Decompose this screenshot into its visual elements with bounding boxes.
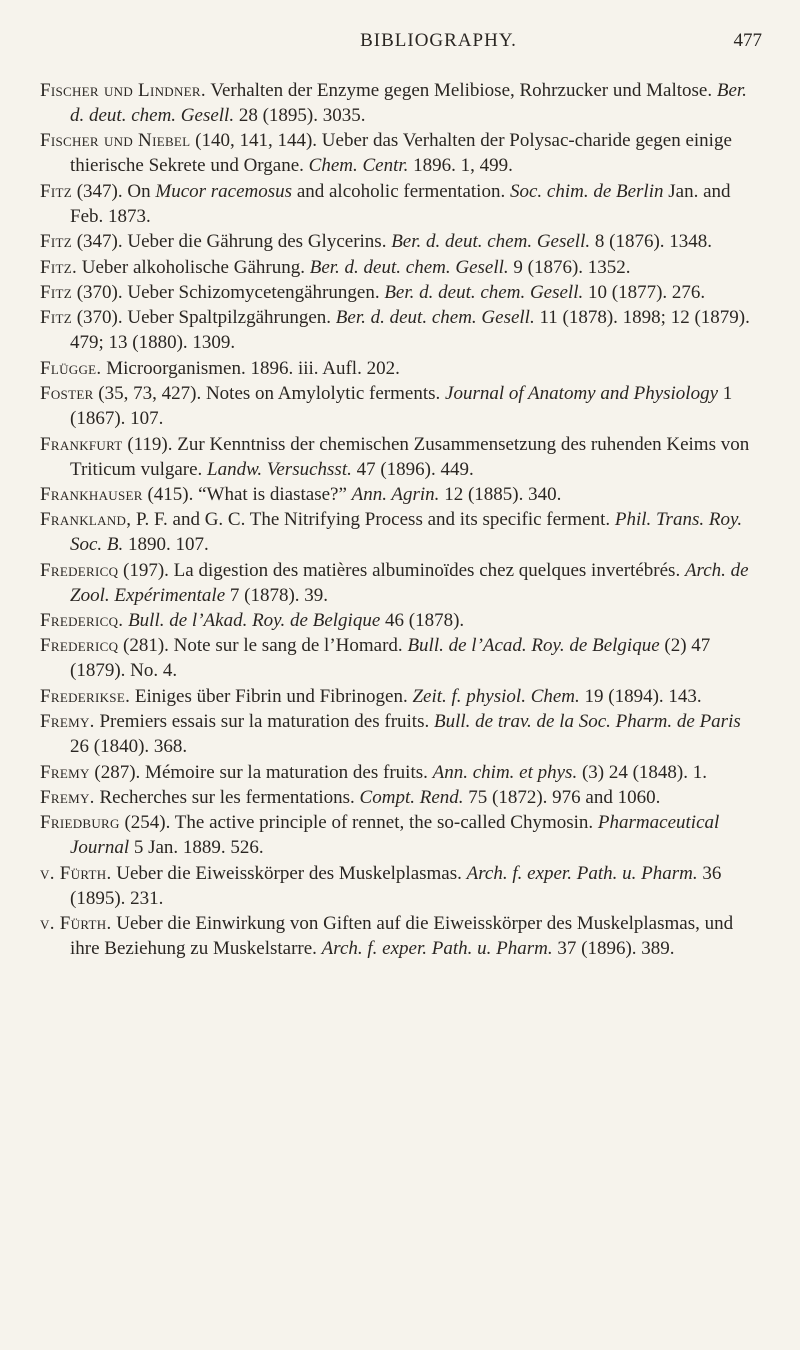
entry-author: Fremy.: [40, 787, 95, 809]
entry-journal: Ann. chim. et phys.: [432, 761, 578, 783]
entry-text: 26 (1840). 368.: [70, 736, 188, 758]
bibliography-entry: [40, 608, 760, 633]
entry-text: 8 (1876). 1348.: [590, 231, 713, 253]
entry-journal: Phil. Trans. Roy. Soc. B.: [70, 509, 743, 556]
entry-author: v. Fürth.: [40, 913, 112, 935]
entry-journal: Journal of Anatomy and Physiology: [445, 383, 719, 405]
bibliography-entry: [40, 558, 760, 608]
entry-text: 28 (1895). 3035.: [234, 105, 366, 126]
bibliography-entry: [40, 78, 760, 128]
entry-journal: Ber. d. deut. chem. Gesell.: [70, 80, 747, 126]
entry-author: Fredericq: [40, 559, 119, 581]
entry-journal: Zeit. f. physiol. Chem.: [412, 685, 580, 707]
entry-author: Fischer und Lindner.: [40, 80, 206, 101]
bibliography-entry: [40, 432, 760, 482]
bibliography-entry: [40, 305, 760, 355]
entry-text: (347). On: [71, 180, 156, 202]
bibliography-entry: [40, 356, 760, 381]
entry-journal: Ber. d. deut. chem. Gesell.: [335, 307, 535, 329]
entry-text: (287). Mémoire sur la maturation des fruits.: [89, 761, 433, 783]
entry-text: 36 (1895). 231.: [70, 862, 722, 909]
entry-text: (119). Zur Kenntniss der chemischen Zusammensetzung des ruhenden Keims von Triticum vulgare.: [70, 433, 750, 480]
entry-text: (2) 47 (1879). No. 4.: [70, 635, 711, 682]
entry-author: Fredericq.: [40, 610, 124, 632]
entry-text: Ueber alkoholische Gährung.: [77, 256, 310, 278]
entry-text: 10 (1877). 276.: [583, 281, 706, 303]
entry-text: 47 (1896). 449.: [351, 458, 474, 480]
bibliography-entry: [40, 229, 760, 254]
entry-text: 7 (1878). 39.: [225, 584, 329, 606]
entry-journal: Bull. de l’Acad. Roy. de Belgique: [407, 635, 660, 657]
entry-author: Fremy: [40, 761, 90, 783]
entry-journal: Bull. de trav. de la Soc. Pharm. de Paris: [433, 711, 741, 733]
entry-text: (197). La digestion des matières albuminoïdes chez quelques invertébrés.: [118, 559, 685, 581]
bibliography-entry: [40, 381, 760, 431]
entry-author: Fitz: [40, 307, 72, 329]
entry-text: 19 (1894). 143.: [579, 685, 702, 707]
entry-text: Jan. and Feb. 1873.: [70, 180, 731, 227]
bibliography-entry: [40, 280, 760, 305]
entry-author: Frankhauser: [40, 483, 143, 505]
entry-text: 9 (1876). 1352.: [508, 256, 631, 278]
entry-text: 75 (1872). 976 and 1060.: [463, 787, 661, 809]
bibliography-entry: [40, 633, 760, 683]
entry-text: 5 Jan. 1889. 526.: [129, 837, 264, 859]
bibliography-entry: [40, 482, 760, 507]
bibliography-entry: [40, 760, 760, 785]
entry-text: 1896. 1, 499.: [408, 155, 513, 177]
entry-author: Friedburg: [40, 812, 120, 834]
entry-author: Frankfurt: [40, 433, 123, 455]
entry-text: and alcoholic fermentation.: [292, 180, 510, 202]
entry-journal: Pharmaceutical Journal: [70, 812, 720, 859]
entry-journal: Ber. d. deut. chem. Gesell.: [391, 231, 591, 253]
bibliography-entry: [40, 179, 760, 229]
entry-text: 1890. 107.: [123, 534, 209, 556]
entry-text: Premiers essais sur la maturation des fruits.: [94, 711, 434, 733]
page-title: BIBLIOGRAPHY.: [360, 30, 517, 51]
entry-text: 11 (1878). 1898; 12 (1879). 479; 13 (1880). 1309.: [70, 307, 750, 354]
entry-text: (415). “What is diastase?”: [142, 483, 352, 505]
bibliography-entry: [40, 128, 760, 178]
entry-text: (254). The active principle of rennet, the so-called Chymosin.: [119, 812, 598, 834]
entry-text: (140, 141, 144). Ueber das Verhalten der Polysac-charide gegen einige thierische Sekrete und Organe.: [70, 130, 732, 177]
entry-author: v. Fürth.: [40, 862, 112, 884]
entry-text: Ueber die Eiweisskörper des Muskelplasmas.: [111, 862, 467, 884]
entry-text: 37 (1896). 389.: [552, 938, 675, 960]
entry-journal: Ber. d. deut. chem. Gesell.: [384, 281, 584, 303]
entry-author: Frederikse.: [40, 685, 131, 707]
entry-text: Microorganismen. 1896. iii. Aufl. 202.: [101, 357, 400, 379]
entry-text: Verhalten der Enzyme gegen Melibiose, Rohrzucker und Maltose.: [205, 80, 717, 101]
entry-text: (3) 24 (1848). 1.: [577, 761, 708, 783]
bibliography-list: [40, 78, 760, 962]
entry-author: Fremy.: [40, 711, 95, 733]
entry-journal: Ber. d. deut. chem. Gesell.: [309, 256, 509, 278]
bibliography-entry: [40, 810, 760, 860]
bibliography-entry: [40, 255, 760, 280]
bibliography-entry: [40, 861, 760, 911]
entry-author: Flügge.: [40, 357, 102, 379]
entry-journal: Bull. de l’Akad. Roy. de Belgique: [128, 610, 381, 632]
entry-text: 12 (1885). 340.: [439, 483, 562, 505]
entry-text: P. F. and G. C. The Nitrifying Process and its specific ferment.: [131, 509, 615, 531]
entry-text: (347). Ueber die Gährung des Glycerins.: [71, 231, 392, 253]
entry-author: Foster: [40, 383, 94, 405]
entry-journal: Soc. chim. de Berlin: [509, 180, 664, 202]
entry-journal: Ann. Agrin.: [351, 483, 440, 505]
entry-author: Fischer und Niebel: [40, 130, 191, 152]
entry-author: Fitz: [40, 281, 72, 303]
entry-text: 1 (1867). 107.: [70, 383, 733, 430]
entry-author: Fredericq: [40, 635, 119, 657]
entry-journal: Landw. Versuchsst.: [207, 458, 352, 480]
entry-text: 46 (1878).: [380, 610, 465, 632]
entry-journal: Compt. Rend.: [359, 787, 464, 809]
entry-text: (281). Note sur le sang de l’Homard.: [118, 635, 408, 657]
running-head: [115, 30, 762, 60]
bibliography-entry: [40, 507, 760, 557]
entry-author: Frankland,: [40, 509, 132, 531]
entry-text: (35, 73, 427). Notes on Amylolytic ferments.: [93, 383, 446, 405]
entry-journal: Arch. f. exper. Path. u. Pharm.: [466, 862, 698, 884]
entry-journal: Arch. f. exper. Path. u. Pharm.: [321, 938, 553, 960]
bibliography-entry: [40, 684, 760, 709]
entry-author: Fitz.: [40, 256, 78, 278]
entry-journal: Mucor racemosus: [155, 180, 293, 202]
entry-journal: Arch. de Zool. Expérimentale: [70, 559, 749, 606]
page-number: 477: [733, 30, 762, 51]
entry-text: Recherches sur les fermentations.: [94, 787, 360, 809]
bibliography-entry: [40, 911, 760, 961]
entry-text: Einiges über Fibrin und Fibrinogen.: [130, 685, 413, 707]
entry-author: Fitz: [40, 231, 72, 253]
entry-text: (370). Ueber Spaltpilzgährungen.: [71, 307, 336, 329]
bibliography-entry: [40, 709, 760, 759]
entry-text: (370). Ueber Schizomycetengährungen.: [71, 281, 385, 303]
entry-journal: Chem. Centr.: [308, 155, 409, 177]
bibliography-entry: [40, 785, 760, 810]
entry-author: Fitz: [40, 180, 72, 202]
entry-text: Ueber die Einwirkung von Giften auf die Eiweisskörper des Muskelplasmas, und ihre Beziehung zu Muskelstarre.: [70, 913, 734, 960]
